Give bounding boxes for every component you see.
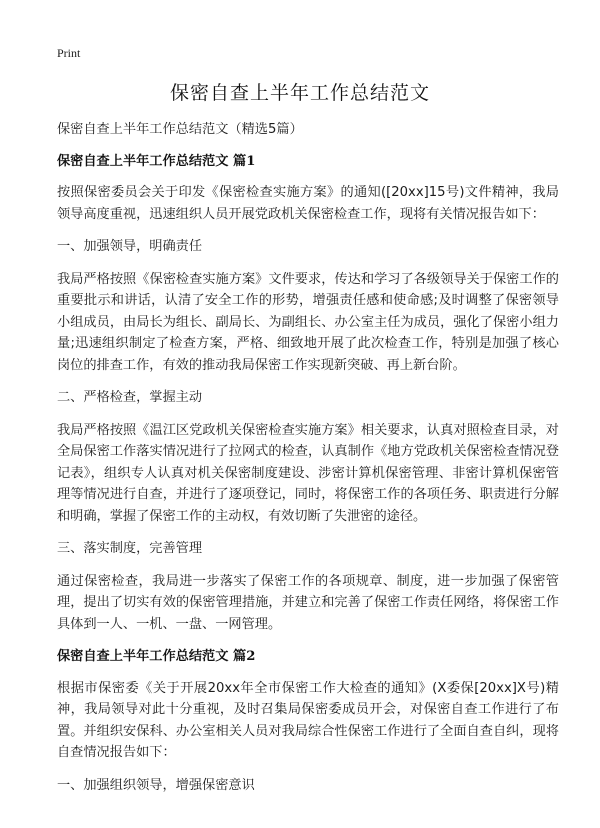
- document-subtitle: 保密自查上半年工作总结范文（精选5篇）: [57, 122, 303, 137]
- section-1: [57, 151, 559, 636]
- document-body: [57, 119, 559, 807]
- page-title: 保密自查上半年工作总结范文: [169, 82, 430, 104]
- section-heading: 保密自查上半年工作总结范文 篇1: [57, 153, 256, 169]
- paragraph: 我局严格按照《保密检查实施方案》文件要求，传达和学习了各级领导关于保密工作的重要批示和讲话，认清了安全工作的形势，增强责任感和使命感;及时调整了保密领导小组成员，由局长为组长、副局长、为副组长、办公室主任为成员，强化了保密小组力量;迅速组织制定了检查方案，严格、细致地开展了此次检查工作，特别是加强了核心岗位的排查工作，有效的推动我局保密工作实现新突破、再上新台阶。: [57, 271, 559, 373]
- paragraph: 按照保密委员会关于印发《保密检查实施方案》的通知([20xx]15号)文件精神，我局领导高度重视，迅速组织人员开展党政机关保密检查工作，现将有关情况报告如下：: [57, 185, 559, 222]
- subsection-heading: 二、严格检查，掌握主动: [57, 390, 203, 405]
- print-link[interactable]: Print: [57, 46, 81, 60]
- paragraph: 通过保密检查，我局进一步落实了保密工作的各项规章、制度，进一步加强了保密管理，提出了切实有效的保密管理措施，并建立和完善了保密工作责任网络，将保密工作具体到一人、一机、一盘、一网管理。: [57, 573, 559, 632]
- paragraph: 我局严格按照《温江区党政机关保密检查实施方案》相关要求，认真对照检查目录，对全局保密工作落实情况进行了拉网式的检查，认真制作《地方党政机关保密检查情况登记表》，组织专人认真对机关保密制度建设、涉密计算机保密管理、非密计算机保密管理等情况进行自查，并进行了逐项登记，同时，将保密工作的各项任务、职责进行分解和明确，掌握了保密工作的主动权，有效切断了失泄密的途径。: [57, 422, 559, 524]
- section-2: [57, 646, 559, 796]
- paragraph: 根据市保密委《关于开展20xx年全市保密工作大检查的通知》(X委保[20xx]X号)精神，我局领导对此十分重视，及时召集局保密委成员开会，对保密自查工作进行了布置。并组织安保科、办公室相关人员对我局综合性保密工作进行了全面自查自纠，现将自查情况报告如下：: [57, 680, 559, 760]
- subsection-heading: 一、加强组织领导，增强保密意识: [57, 777, 255, 793]
- subsection-heading: 三、落实制度，完善管理: [57, 541, 203, 556]
- subsection-heading: 一、加强领导，明确责任: [57, 239, 203, 254]
- section-heading: 保密自查上半年工作总结范文 篇2: [57, 649, 256, 664]
